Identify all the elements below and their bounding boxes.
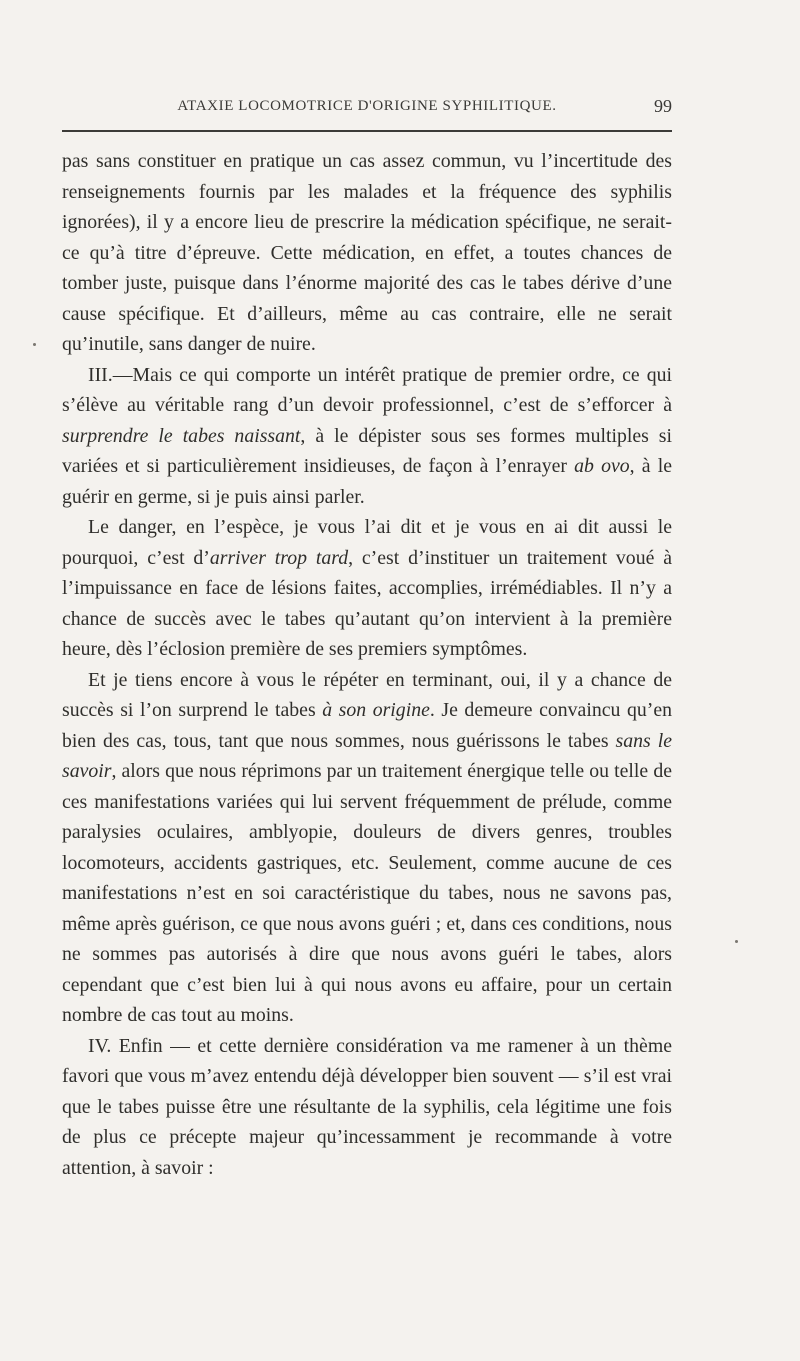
header-rule: [62, 130, 672, 132]
running-head: [62, 96, 672, 126]
text-run: , alors que nous réprimons par un traitement énergique telle ou telle de ces manifestations variées qui lui servent fréquemment de prélude, comme paralysies oculaires, amblyopie, douleurs de divers genres, troubles locomoteurs, accidents gastriques, etc. Seulement, comme aucune de ces manifestations n’est en soi caractéristique du tabes, nous ne savons pas, même après guérison, ce que nous avons guéri ; et, dans ces conditions, nous ne sommes pas autorisés à dire que nous avons guéri le tabes, alors cependant que c’est bien lui à qui nous avons eu affaire, pour un certain nombre de cas tout au moins.: [62, 760, 672, 1026]
text-run: . Je demeure convaincu qu’en bien des cas, tous, tant que nous sommes, nous guérissons le tabes: [62, 699, 672, 752]
paper-speck: [33, 343, 36, 346]
text-run: IV. Enfin — et cette dernière considération va me ramener à un thème favori que vous m’avez entendu déjà développer bien souvent — s’il est vrai que le tabes puisse être une résultante de la syphilis, cela légitime une fois de plus ce précepte majeur qu’incessamment je recommande à votre attention, à savoir :: [62, 1034, 672, 1179]
paragraph-p4: [62, 665, 672, 1031]
italic-phrase: arriver trop tard: [209, 546, 349, 569]
text-run: Et je tiens encore à vous le répéter en terminant, oui, il y a chance de succès si l’on surprend le tabes: [62, 668, 672, 721]
paragraph-p5: [62, 1031, 672, 1184]
italic-phrase: à son origine: [322, 699, 430, 721]
paragraph-p1: [62, 146, 672, 360]
text-run: pas sans constituer en pratique un cas assez commun, vu l’incertitude des renseignements fournis par les malades et la fréquence des syphilis ignorées), il y a encore lieu de prescrire la médication spécifique, ne serait-ce qu’à titre d’épreuve. Cette médication, en effet, a toutes chances de tomber juste, puisque dans l’énorme majorité des cas le tabes dérive d’une cause spécifique. Et d’ailleurs, même au cas contraire, elle ne serait qu’inutile, sans danger de nuire.: [62, 150, 672, 355]
page-number: 99: [654, 96, 672, 116]
text-run: III.—Mais ce qui comporte un intérêt pratique de premier ordre, ce qui s’élève au véritable rang d’un devoir professionnel, c’est de s’efforcer à: [62, 363, 672, 416]
paragraph-p3: [62, 512, 672, 665]
body-text: [62, 146, 672, 1183]
text-run: , c’est d’instituer un traitement voué à l’impuissance en face de lésions faites, accomplies, irrémédiables. Il n’y a chance de succès avec le tabes qu’autant qu’on intervient à la première heure, dès l’éclosion première de ses premiers symptômes.: [62, 546, 672, 660]
paper-speck: [735, 940, 738, 943]
italic-phrase: sans le savoir: [62, 729, 672, 782]
italic-phrase: ab ovo: [574, 455, 630, 477]
text-run: , à le guérir en germe, si je puis ainsi parler.: [62, 455, 672, 508]
running-title: ATAXIE LOCOMOTRICE D'ORIGINE SYPHILITIQUE.: [177, 98, 557, 114]
text-run: , à le dépister sous ses formes multiples si variées et si particulièrement insidieuses, de façon à l’enrayer: [62, 424, 672, 477]
italic-phrase: surprendre le tabes naissant: [62, 424, 301, 447]
text-run: Le danger, en l’espèce, je vous l’ai dit et je vous en ai dit aussi le pourquoi, c’est d’: [62, 516, 672, 569]
paragraph-p2: [62, 360, 672, 513]
